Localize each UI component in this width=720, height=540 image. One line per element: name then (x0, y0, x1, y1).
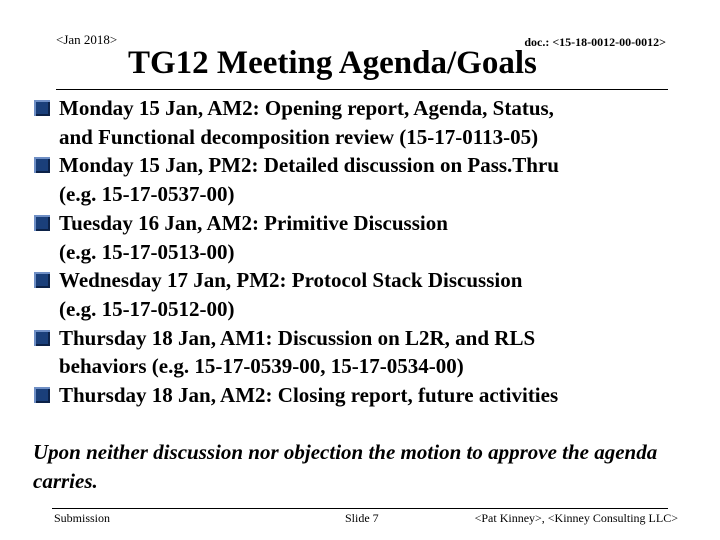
agenda-item (34, 324, 674, 381)
square-bullet-icon (34, 100, 50, 116)
footer-slide-number: Slide 7 (345, 511, 379, 525)
slide-title: TG12 Meeting Agenda/Goals (128, 45, 537, 81)
agenda-item-line2: (e.g. 15-17-0512-00) (59, 296, 235, 321)
agenda-list (34, 94, 674, 410)
footer-submission: Submission (54, 511, 111, 525)
agenda-item-line2: behaviors (e.g. 15-17-0539-00, 15-17-0534-00) (59, 354, 464, 379)
square-bullet-icon (34, 215, 50, 231)
agenda-item (34, 94, 674, 151)
agenda-item-line2: (e.g. 15-17-0537-00) (59, 182, 235, 207)
agenda-item (34, 151, 674, 208)
header-doc-number: doc.: <15-18-0012-00-0012> (524, 35, 666, 49)
footer-author: <Pat Kinney>, <Kinney Consulting LLC> (474, 511, 678, 525)
agenda-item-line1: Thursday 18 Jan, AM1: Discussion on L2R, and RLS (59, 325, 536, 350)
motion-statement: Upon neither discussion nor objection the motion to approve the agenda carries. (33, 440, 658, 493)
agenda-item (34, 209, 674, 266)
square-bullet-icon (34, 157, 50, 173)
agenda-item-line1: Thursday 18 Jan, AM2: Closing report, future activities (59, 383, 559, 408)
agenda-item-line1: Monday 15 Jan, PM2: Detailed discussion on Pass.Thru (59, 153, 559, 178)
agenda-item (34, 381, 674, 410)
agenda-item-line2: and Functional decomposition review (15-17-0113-05) (59, 124, 539, 149)
square-bullet-icon (34, 387, 50, 403)
footer-divider (52, 508, 668, 509)
agenda-item-line1: Tuesday 16 Jan, AM2: Primitive Discussion (59, 210, 448, 235)
title-divider (56, 89, 668, 90)
square-bullet-icon (34, 272, 50, 288)
square-bullet-icon (34, 330, 50, 346)
agenda-item (34, 266, 674, 323)
header-date: <Jan 2018> (56, 32, 118, 47)
agenda-item-line2: (e.g. 15-17-0513-00) (59, 239, 235, 264)
agenda-item-line1: Wednesday 17 Jan, PM2: Protocol Stack Discussion (59, 268, 523, 293)
agenda-item-line1: Monday 15 Jan, AM2: Opening report, Agenda, Status, (59, 96, 554, 120)
